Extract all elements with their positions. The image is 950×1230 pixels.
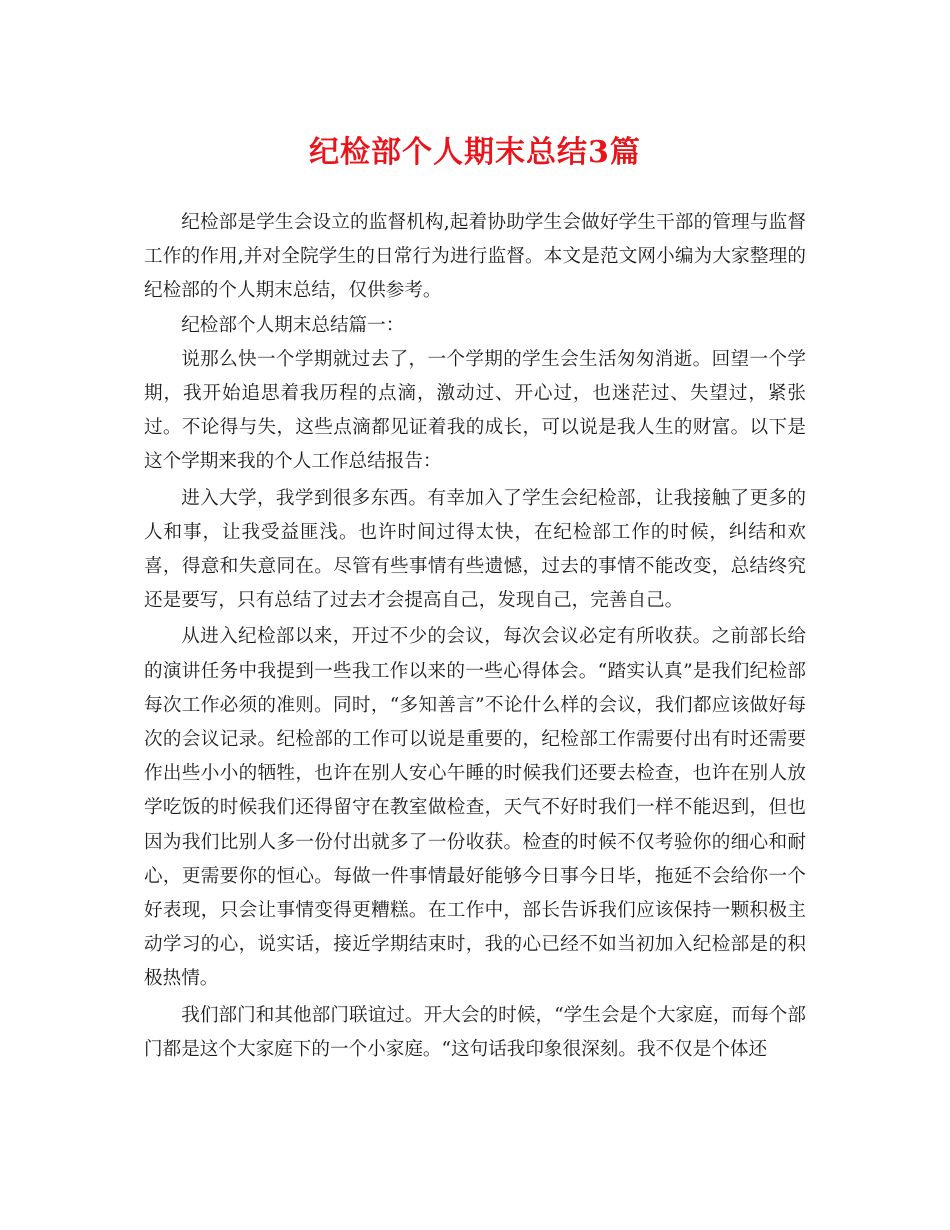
- paragraph-social: 我们部门和其他部门联谊过。开大会的时候，“学生会是个大家庭，而每个部门都是这个大家庭下的一个小家庭。“这句话我印象很深刻。我不仅是个体还: [144, 1004, 806, 1060]
- paragraph-joining: 进入大学，我学到很多东西。有幸加入了学生会纪检部，让我接触了更多的人和事，让我受益匪浅。也许时间过得太快，在纪检部工作的时候，纠结和欢喜，得意和失意同在。尽管有些事情有些遗憾，过去的事情不能改变，总结终究还是要写，只有总结了过去才会提高自己，发现自己，完善自己。: [144, 487, 806, 612]
- document-title: 纪检部个人期末总结3篇: [309, 135, 641, 170]
- document-body: [144, 206, 806, 1067]
- paragraph-intro: 纪检部是学生会设立的监督机构,起着协助学生会做好学生干部的管理与监督工作的作用,并对全院学生的日常行为进行监督。本文是范文网小编为大家整理的纪检部的个人期末总结，仅供参考。: [144, 212, 806, 302]
- paragraph-reflection: 说那么快一个学期就过去了，一个学期的学生会生活匆匆消逝。回望一个学期，我开始追思着我历程的点滴，激动过、开心过，也迷茫过、失望过，紧张过。不论得与失，这些点滴都见证着我的成长，可以说是我人生的财富。以下是这个学期来我的个人工作总结报告：: [144, 348, 806, 473]
- paragraph-section-heading: 纪检部个人期末总结篇一：: [181, 314, 405, 336]
- paragraph-meetings: 从进入纪检部以来，开过不少的会议，每次会议必定有所收获。之前部长给的演讲任务中我提到一些我工作以来的一些心得体会。“踏实认真”是我们纪检部每次工作必须的准则。同时，“多知善言”不论什么样的会议，我们都应该做好每次的会议记录。纪检部的工作可以说是重要的，纪检部工作需要付出有时还需要作出些小小的牺牲，也许在别人安心午睡的时候我们还要去检查，也许在别人放学吃饭的时候我们还得留守在教室做检查，天气不好时我们一样不能迟到，但也因为我们比别人多一份付出就多了一份收获。检查的时候不仅考验你的细心和耐心，更需要你的恒心。每做一件事情最好能够今日事今日毕，拖延不会给你一个好表现，只会让事情变得更糟糕。在工作中，部长告诉我们应该保持一颗积极主动学习的心，说实话，接近学期结束时，我的心已经不如当初加入纪检部是的积极热情。: [144, 626, 806, 990]
